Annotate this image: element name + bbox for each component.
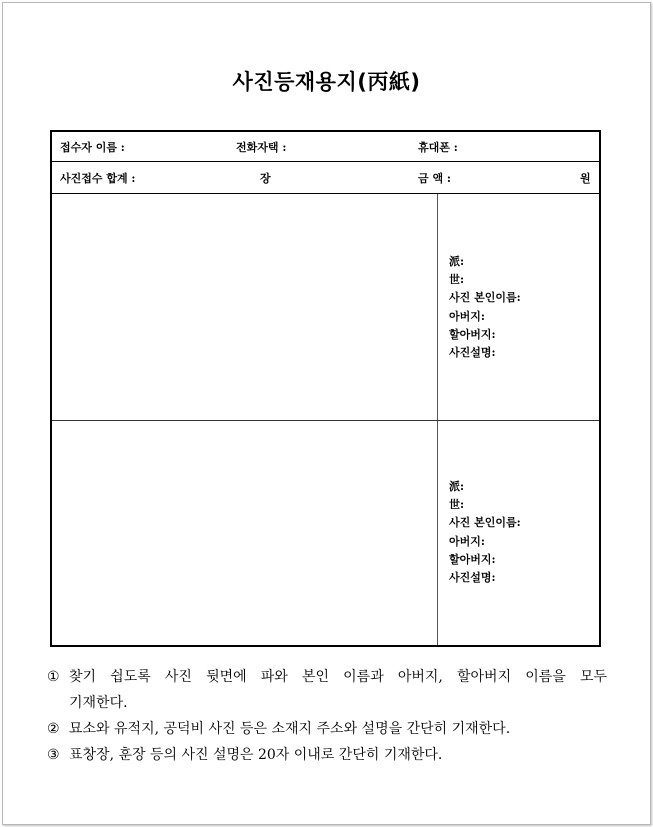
instruction-item <box>47 664 607 716</box>
photo-info-list <box>449 478 521 587</box>
sheets-unit: 장 <box>260 171 271 185</box>
photo-registration-form <box>50 130 601 647</box>
instruction-text: 찾기 쉽도록 사진 뒷면에 파와 본인 이름과 아버지, 할아버지 이름을 모두 <box>69 669 607 685</box>
generation-field: 世: <box>449 273 465 287</box>
instruction-number: ③ <box>47 747 60 763</box>
submitter-name-label: 접수자 이름 : <box>60 140 125 154</box>
person-name-field: 사진 본인이름: <box>449 516 521 530</box>
father-field: 아버지: <box>449 534 485 548</box>
photo-block <box>52 421 599 645</box>
photo-block <box>52 194 599 421</box>
instruction-number: ② <box>47 721 60 737</box>
photo-description-field: 사진설명: <box>449 570 496 584</box>
clan-branch-field: 派: <box>449 480 465 493</box>
grandfather-field: 할아버지: <box>449 327 496 341</box>
photo-total-label: 사진접수 합계 : <box>60 171 136 185</box>
contact-row <box>52 132 599 162</box>
instructions <box>47 664 607 768</box>
father-field: 아버지: <box>449 309 485 323</box>
total-row <box>52 162 599 194</box>
person-name-field: 사진 본인이름: <box>449 291 521 305</box>
amount-label: 금 액 : <box>418 171 451 185</box>
instruction-text-continued: 기재한다. <box>69 695 128 711</box>
currency-unit: 원 <box>580 171 591 185</box>
instruction-number: ① <box>47 669 60 685</box>
home-phone-label: 전화자택 : <box>236 140 287 154</box>
instruction-item <box>47 742 607 768</box>
page-title: 사진등재용지(丙紙) <box>232 70 421 94</box>
instruction-text: 표창장, 훈장 등의 사진 설명은 20자 이내로 간단히 기재한다. <box>69 747 443 763</box>
grandfather-field: 할아버지: <box>449 552 496 566</box>
clan-branch-field: 派: <box>449 255 465 268</box>
photo-info-list <box>449 253 521 362</box>
mobile-phone-label: 휴대폰 : <box>418 140 458 154</box>
instruction-text: 묘소와 유적지, 공덕비 사진 등은 소재지 주소와 설명을 간단히 기재한다. <box>69 721 511 737</box>
photo-description-field: 사진설명: <box>449 345 496 359</box>
photo-area <box>52 194 438 420</box>
photo-area <box>52 421 438 645</box>
instruction-item <box>47 716 607 742</box>
generation-field: 世: <box>449 498 465 512</box>
